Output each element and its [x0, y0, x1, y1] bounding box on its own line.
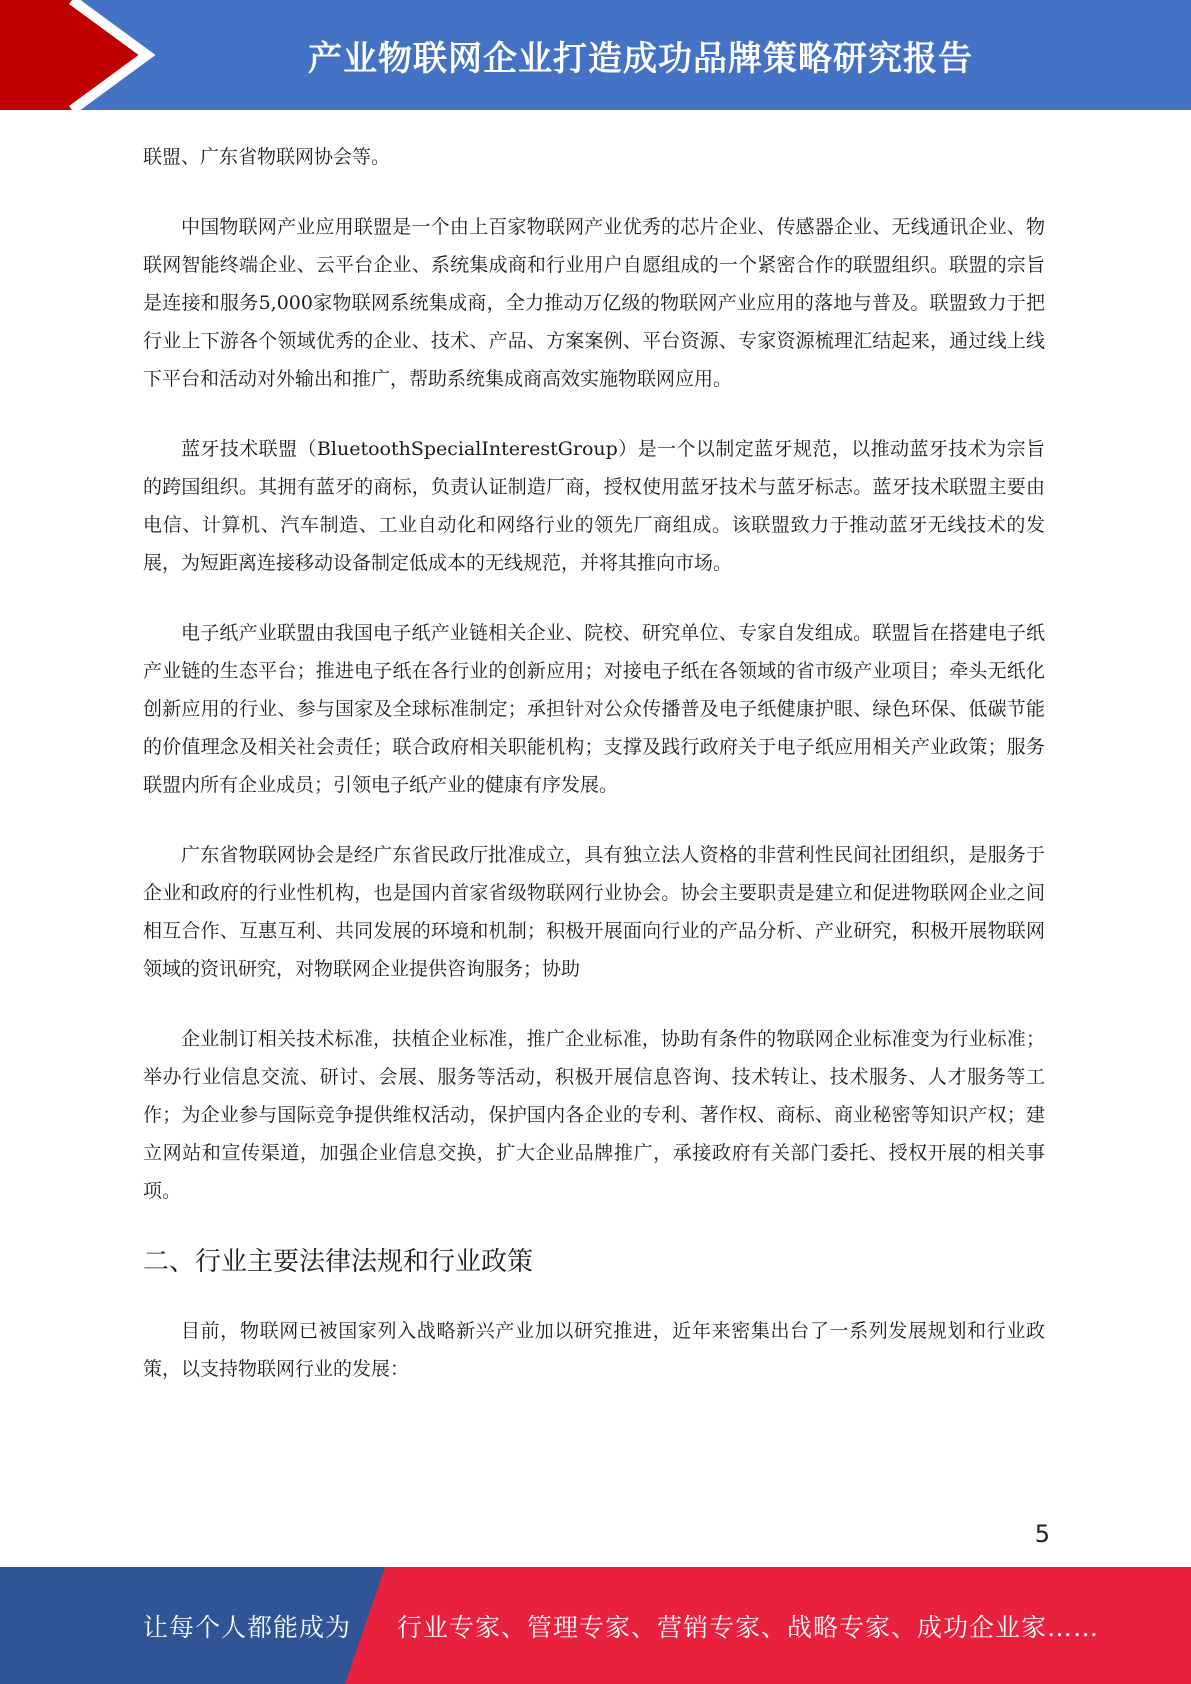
paragraph-bluetooth-sig: 蓝牙技术联盟（BluetoothSpecialInterestGroup）是一个以制定蓝牙规范，以推动蓝牙技术为宗旨的跨国组织。其拥有蓝牙的商标，负责认证制造厂商，授权使用蓝牙技术与蓝牙标志。蓝牙技术联盟主要由电信、计算机、汽车制造、工业自动化和网络行业的领先厂商组成。该联盟致力于推动蓝牙无线技术的发展，为短距离连接移动设备制定低成本的无线规范，并将其推向市场。 — [143, 438, 1045, 574]
page-header — [0, 0, 1191, 110]
document-body — [143, 138, 1045, 1420]
footer-slogan-left: 让每个人都能成为 — [143, 1612, 352, 1642]
paragraph-association-duties: 企业制订相关技术标准，扶植企业标准，推广企业标准，协助有条件的物联网企业标准变为行业标准；举办行业信息交流、研讨、会展、服务等活动，积极开展信息咨询、技术转让、技术服务、人才服务等工作；为企业参与国际竞争提供维权活动，保护国内各企业的专利、著作权、商标、商业秘密等知识产权；建立网站和宣传渠道，加强企业信息交换，扩大企业品牌推广，承接政府有关部门委托、授权开展的相关事项。 — [143, 1028, 1045, 1202]
page-number: 5 — [1034, 1520, 1050, 1548]
page-footer — [0, 1567, 1191, 1684]
section-heading: 二、行业主要法律法规和行业政策 — [143, 1247, 534, 1277]
report-title: 产业物联网企业打造成功品牌策略研究报告 — [308, 38, 973, 79]
paragraph-epaper-alliance: 电子纸产业联盟由我国电子纸产业链相关企业、院校、研究单位、专家自发组成。联盟旨在搭建电子纸产业链的生态平台；推进电子纸在各行业的创新应用；对接电子纸在各领域的省市级产业项目；牵头无纸化创新应用的行业、参与国家及全球标准制定；承担针对公众传播普及电子纸健康护眼、绿色环保、低碳节能的价值理念及相关社会责任；联合政府相关职能机构；支撑及践行政府关于电子纸应用相关产业政策；服务联盟内所有企业成员；引领电子纸产业的健康有序发展。 — [143, 622, 1045, 796]
footer-slogan-right: 行业专家、管理专家、营销专家、战略专家、成功企业家…… — [397, 1612, 1100, 1642]
paragraph-continuation: 联盟、广东省物联网协会等。 — [143, 146, 391, 168]
paragraph-guangdong-iot-association: 广东省物联网协会是经广东省民政厅批准成立，具有独立法人资格的非营利性民间社团组织，是服务于企业和政府的行业性机构，也是国内首家省级物联网行业协会。协会主要职责是建立和促进物联网企业之间相互合作、互惠互利、共同发展的环境和机制；积极开展面向行业的产品分析、产业研究，积极开展物联网领域的资讯研究，对物联网企业提供咨询服务；协助 — [143, 844, 1045, 980]
chevron-arrow-icon — [0, 0, 160, 110]
paragraph-iot-alliance: 中国物联网产业应用联盟是一个由上百家物联网产业优秀的芯片企业、传感器企业、无线通讯企业、物联网智能终端企业、云平台企业、系统集成商和行业用户自愿组成的一个紧密合作的联盟组织。联盟的宗旨是连接和服务5,000家物联网系统集成商，全力推动万亿级的物联网产业应用的落地与普及。联盟致力于把行业上下游各个领域优秀的企业、技术、产品、方案案例、平台资源、专家资源梳理汇结起来，通过线上线下平台和活动对外输出和推广，帮助系统集成商高效实施物联网应用。 — [143, 216, 1045, 390]
paragraph-policy-intro: 目前，物联网已被国家列入战略新兴产业加以研究推进，近年来密集出台了一系列发展规划和行业政策，以支持物联网行业的发展： — [143, 1320, 1045, 1380]
